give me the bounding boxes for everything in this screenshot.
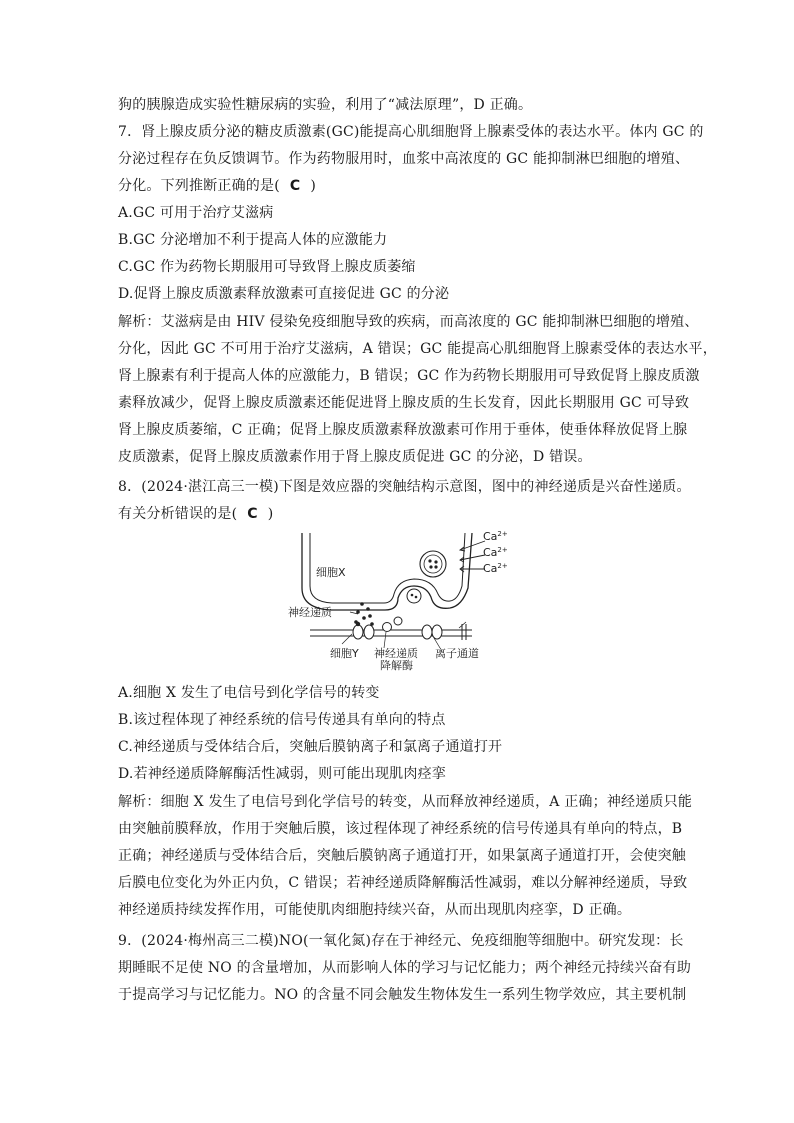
synapse-diagram [280,528,508,672]
label-cell-y: 细胞Y [330,647,359,660]
q7-option-b: B.GC 分泌增加不利于提高人体的应激能力 [118,232,388,248]
label-ion-channel: 离子通道 [435,647,479,660]
q8-analysis-line-1: 解析：细胞 X 发生了电信号到化学信号的转变，从而释放神经递质，A 正确；神经递质只能 [118,794,693,810]
receptor-2 [364,625,374,639]
q8-option-a: A.细胞 X 发生了电信号到化学信号的转变 [118,685,380,701]
q7-answer: C [289,178,301,194]
q8-analysis-line-4: 后膜电位变化为外正内负，C 错误；若神经递质降解酶活性减弱，难以分解神经递质，导致 [118,875,688,891]
q8-option-d: D.若神经递质降解酶活性减弱，则可能出现肌肉痉挛 [118,766,446,782]
receptor-1 [353,625,363,639]
q8-analysis-line-2: 由突触前膜释放，作用于突触后膜，该过程体现了神经系统的信号传递具有单向的特点，B [118,821,683,837]
ca-label-3: $Ca^{2+}$ [483,562,508,575]
q7-analysis-line-4: 素释放减少，促肾上腺皮质激素还能促进肾上腺皮质的生长发育，因此长期服用 GC 可导致 [118,395,690,411]
q7-option-c: C.GC 作为药物长期服用可导致肾上腺皮质萎缩 [118,259,416,275]
q7-stem-line-2: 分泌过程存在负反馈调节。作为药物服用时，血浆中高浓度的 GC 能抑制淋巴细胞的增殖、 [118,151,690,167]
q9-stem-line-3: 于提高学习与记忆能力。NO 的含量不同会触发生物体发生一系列生物学效应，其主要机制 [118,987,687,1003]
q7-stem-line-3: 分化。下列推断正确的是( C ) [118,178,317,194]
q7-stem-line-1: 7．肾上腺皮质分泌的糖皮质激素(GC)能提高心肌细胞肾上腺素受体的表达水平。体内 GC 的 [118,124,704,140]
ca-label-2: $Ca^{2+}$ [483,546,508,559]
q8-option-c: C.神经递质与受体结合后，突触后膜钠离子和氯离子通道打开 [118,739,503,755]
ion-channel-2 [432,625,442,639]
label-neurotransmitter: 神经递质 [288,606,332,619]
q6-analysis-tail: 狗的胰腺造成实验性糖尿病的实验，利用了“减法原理”，D 正确。 [118,97,533,113]
q8-analysis-line-3: 正确；神经递质与受体结合后，突触后膜钠离子通道打开，如果氯离子通道打开，会使突触 [118,848,686,864]
q7-analysis-line-6: 皮质激素，促肾上腺皮质激素作用于肾上腺皮质促进 GC 的分泌，D 错误。 [118,449,592,465]
q7-analysis-line-1: 解析：艾滋病是由 HIV 侵染免疫细胞导致的疾病，而高浓度的 GC 能抑制淋巴细胞的增殖、 [118,314,699,330]
q9-stem-line-1: 9．(2024·梅州高三二模)NO(一氧化氮)存在于神经元、免疫细胞等细胞中。研究发现：长 [118,933,684,949]
q7-option-a: A.GC 可用于治疗艾滋病 [118,205,274,221]
q8-option-b: B.该过程体现了神经系统的信号传递具有单向的特点 [118,712,446,728]
q7-option-d: D.促肾上腺皮质激素释放激素可直接促进 GC 的分泌 [118,286,450,302]
q7-analysis-line-2: 分化，因此 GC 不可用于治疗艾滋病，A 错误；GC 能提高心肌细胞肾上腺素受体的表达水平， [118,341,717,357]
label-enzyme-1: 神经递质 [374,647,418,660]
ca-label-1: $Ca^{2+}$ [483,530,508,543]
q8-analysis-line-5: 神经递质持续发挥作用，可能使肌肉细胞持续兴奋，从而出现肌肉痉挛，D 正确。 [118,902,632,918]
label-cell-x: 细胞X [316,566,346,579]
ion-channel-1 [422,625,432,639]
q7-analysis-line-3: 肾上腺素有利于提高人体的应激能力，B 错误；GC 作为药物长期服用可导致促肾上腺皮质激 [118,368,700,384]
degrading-enzyme [383,623,392,632]
q8-answer: C [247,506,258,522]
q8-stem-line-1: 8．(2024·湛江高三一模)下图是效应器的突触结构示意图，图中的神经递质是兴奋性递质。 [118,479,691,495]
q7-analysis-line-5: 肾上腺皮质萎缩，C 正确；促肾上腺皮质激素释放激素可作用于垂体，使垂体释放促肾上腺 [118,422,688,438]
q9-stem-line-2: 期睡眠不足使 NO 的含量增加，从而影响人体的学习与记忆能力；两个神经元持续兴奋有助 [118,960,692,976]
label-enzyme-2: 降解酶 [380,659,413,672]
q8-stem-line-2: 有关分析错误的是( C ) [118,506,274,522]
